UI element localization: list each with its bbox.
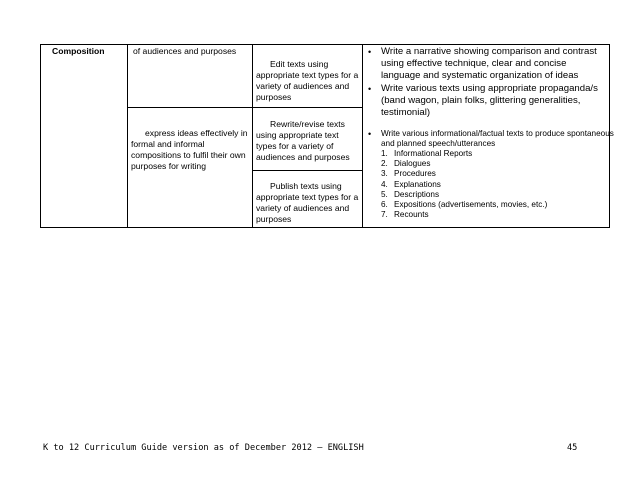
- list-item: 2. Dialogues: [381, 159, 431, 169]
- table-top-border: [40, 44, 609, 45]
- list-item: 3. Procedures: [381, 169, 436, 179]
- column-divider-3: [362, 44, 363, 228]
- domain-label: Composition: [52, 46, 105, 56]
- list-item: 1. Informational Reports: [381, 149, 473, 158]
- competency-rewrite: Rewrite/revise texts using appropriate text types for a variety of audiences and purposes: [256, 119, 350, 162]
- content-standard-2: express ideas effectively in formal and informal compositions to fulfil their own purposes for writing: [131, 128, 248, 171]
- text-types-list: [381, 149, 606, 220]
- list-item: • Write a narrative showing comparison and contrast using effective technique, clear and concise language and systematic organization of ideas: [368, 46, 597, 82]
- content-standard-1: of audiences and purposes: [133, 46, 237, 56]
- table-bottom-border: [40, 227, 609, 228]
- list-item: 4. Explanations: [381, 179, 441, 189]
- table-left-border: [40, 44, 41, 228]
- column-divider-1: [127, 44, 128, 228]
- competency-divider-1: [252, 107, 362, 108]
- bullet-icon: •: [368, 83, 372, 94]
- footer-version: K to 12 Curriculum Guide version as of December 2012 – ENGLISH: [43, 443, 364, 453]
- competency-publish: Publish texts using appropriate text types for a variety of audiences and purposes: [256, 181, 359, 224]
- list-item: 5. Descriptions: [381, 189, 440, 199]
- column-divider-2: [252, 44, 253, 228]
- bullet-icon: •: [368, 129, 372, 139]
- competency-divider-2: [252, 170, 362, 171]
- list-item: • Write various texts using appropriate propaganda/s (band wagon, plain folks, glittering generalities, testimonial): [368, 82, 598, 119]
- standard-divider: [127, 107, 253, 108]
- competency-edit: Edit texts using appropriate text types for a variety of audiences and purposes: [256, 59, 359, 102]
- list-item: 6. Expositions (advertisements, movies, etc.): [381, 200, 548, 210]
- curriculum-table: [0, 0, 638, 240]
- bullet-icon: •: [368, 47, 372, 57]
- page-number: 45: [567, 443, 578, 453]
- activities-informational: • Write various informational/factual texts to produce spontaneous and planned speech/utterances: [368, 129, 614, 149]
- list-item: 7. Recounts: [381, 210, 429, 220]
- activities-list: [368, 46, 606, 119]
